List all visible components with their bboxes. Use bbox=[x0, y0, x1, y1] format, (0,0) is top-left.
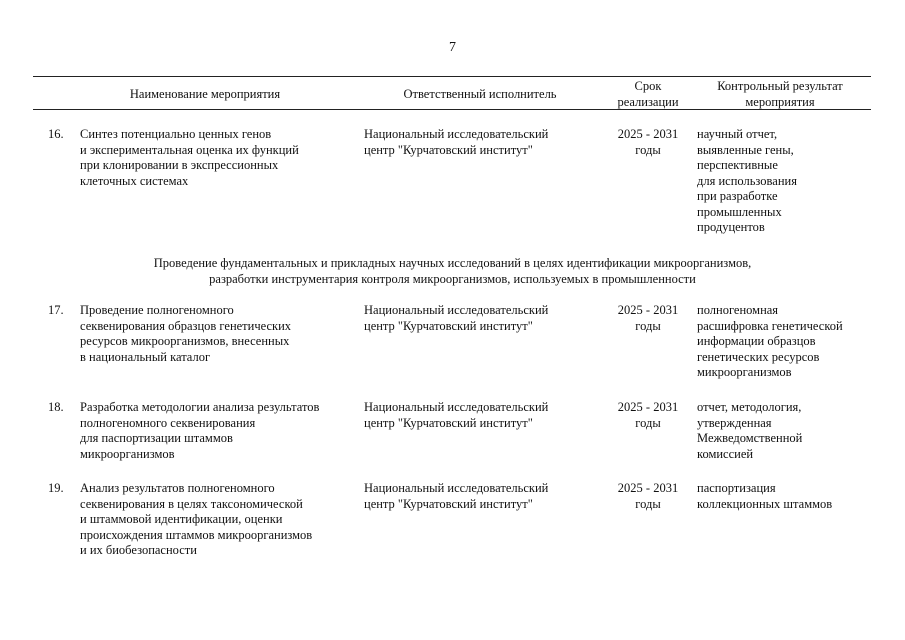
row-result: полногеномная расшифровка генетической информации образцов генетических ресурсов микроорганизмов bbox=[697, 303, 843, 379]
row-result: отчет, методология, утвержденная Межведомственной комиссией bbox=[697, 400, 803, 461]
column-header-responsible: Ответственный исполнитель bbox=[403, 87, 557, 101]
row-result: паспортизация коллекционных штаммов bbox=[697, 481, 833, 511]
row-number: 18. bbox=[48, 400, 64, 414]
page-number: 7 bbox=[449, 40, 456, 55]
row-name: Разработка методологии анализа результатов полногеномного секвенирования для паспортизации штаммов микроорганизмов bbox=[80, 400, 320, 461]
row-name: Анализ результатов полногеномного секвенирования в целях таксономической и штаммовой идентификации, оценки происхождения штаммов микроорганизмов и их биобезопасности bbox=[80, 481, 313, 557]
row-number: 17. bbox=[48, 303, 64, 317]
row-number: 19. bbox=[48, 481, 64, 495]
row-result: научный отчет, выявленные гены, перспективные для использования при разработке промышленных продуцентов bbox=[697, 127, 797, 234]
row-responsible: Национальный исследовательский центр "Курчатовский институт" bbox=[364, 400, 549, 430]
row-name: Проведение полногеномного секвенирования образцов генетических ресурсов микроорганизмов, внесенных в национальный каталог bbox=[80, 303, 292, 364]
table-top-rule bbox=[33, 76, 871, 77]
row-term: 2025 - 2031 годы bbox=[617, 127, 679, 157]
row-term: 2025 - 2031 годы bbox=[617, 400, 679, 430]
column-header-name: Наименование мероприятия bbox=[129, 87, 281, 101]
row-name: Синтез потенциально ценных генов и экспериментальная оценка их функций при клонировании в экспрессионных клеточных системах bbox=[80, 127, 299, 188]
row-responsible: Национальный исследовательский центр "Курчатовский институт" bbox=[364, 481, 549, 511]
section-heading: Проведение фундаментальных и прикладных научных исследований в целях идентификации микроорганизмов, разработки инструментария контроля микроорганизмов, используемых в промышленности bbox=[153, 256, 752, 286]
row-responsible: Национальный исследовательский центр "Курчатовский институт" bbox=[364, 303, 549, 333]
row-term: 2025 - 2031 годы bbox=[617, 481, 679, 511]
column-header-result: Контрольный результат мероприятия bbox=[717, 79, 843, 109]
column-header-term: Срок реализации bbox=[617, 79, 679, 109]
row-number: 16. bbox=[48, 127, 64, 141]
row-term: 2025 - 2031 годы bbox=[617, 303, 679, 333]
row-responsible: Национальный исследовательский центр "Курчатовский институт" bbox=[364, 127, 549, 157]
